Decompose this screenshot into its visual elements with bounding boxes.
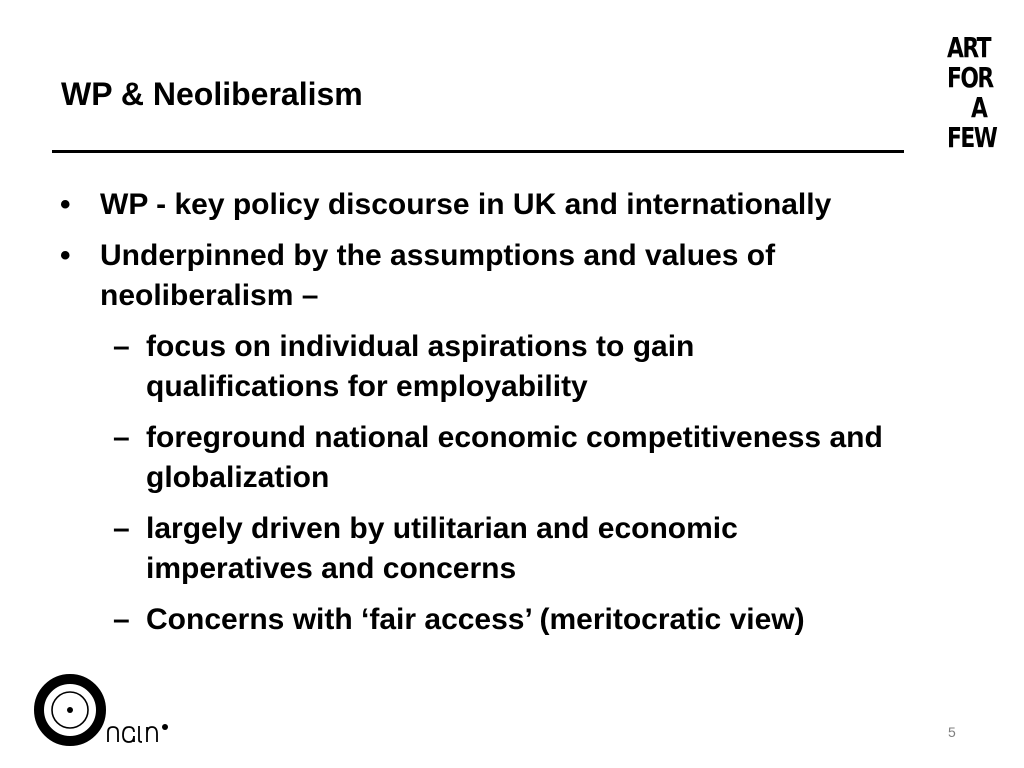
bullet-item bbox=[60, 185, 890, 225]
sub-bullet-item bbox=[60, 509, 890, 589]
bullet-marker: • bbox=[60, 188, 71, 221]
sub-bullet-marker: – bbox=[113, 603, 130, 636]
logo-letter-n-icon bbox=[108, 727, 118, 742]
sub-bullet-item bbox=[60, 600, 890, 640]
bullet-text: WP - key policy discourse in UK and internationally bbox=[100, 188, 832, 221]
logo-center-dot-icon bbox=[67, 707, 73, 713]
bullet-list bbox=[60, 185, 890, 651]
nalu-logo bbox=[34, 672, 184, 752]
logo-line-art: ART bbox=[947, 31, 990, 64]
bullet-marker: • bbox=[60, 239, 71, 272]
bullet-text: Underpinned by the assumptions and values of neoliberalism – bbox=[100, 239, 776, 312]
logo-letter-a-icon bbox=[123, 727, 134, 742]
sub-bullet-item bbox=[60, 327, 890, 407]
sub-bullet-item bbox=[60, 418, 890, 498]
logo-line-for: FOR bbox=[947, 61, 993, 94]
sub-bullet-marker: – bbox=[113, 421, 130, 454]
logo-letter-u-icon bbox=[147, 727, 157, 742]
sub-bullet-text: focus on individual aspirations to gain qualifications for employability bbox=[146, 330, 695, 403]
logo-small-dot-icon bbox=[162, 724, 168, 730]
sub-bullet-text: Concerns with ‘fair access’ (meritocratic view) bbox=[146, 603, 805, 636]
page-number: 5 bbox=[948, 724, 956, 740]
sub-bullet-text: largely driven by utilitarian and economic imperatives and concerns bbox=[146, 512, 738, 585]
logo-line-few: FEW bbox=[947, 121, 997, 154]
art-for-a-few-logo bbox=[941, 33, 997, 153]
sub-bullet-marker: – bbox=[113, 330, 130, 363]
logo-line-a: A bbox=[971, 91, 987, 124]
slide-title: WP & Neoliberalism bbox=[61, 76, 363, 112]
sub-bullet-text: foreground national economic competitiveness and globalization bbox=[146, 421, 883, 494]
logo-letter-l-icon bbox=[139, 726, 142, 742]
bullet-item bbox=[60, 236, 890, 316]
sub-bullet-marker: – bbox=[113, 512, 130, 545]
title-underline bbox=[52, 150, 904, 153]
